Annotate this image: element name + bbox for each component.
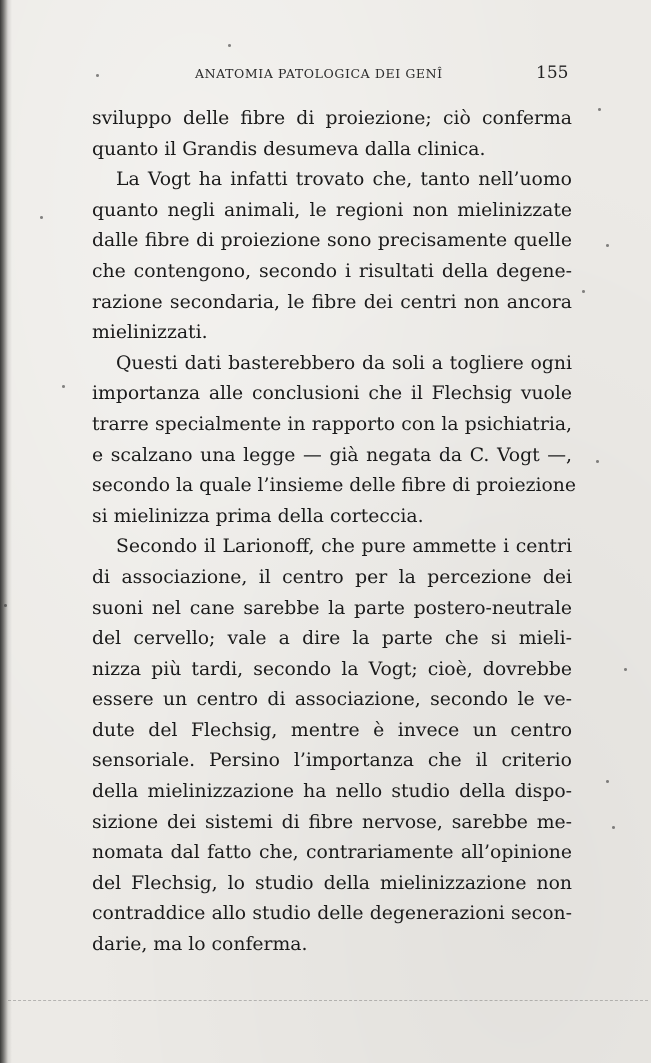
text-line: nomata dal fatto che, contrariamente all’opinione [92, 842, 572, 864]
bottom-dotted-rule [8, 1000, 648, 1001]
text-line: contraddice allo studio delle degenerazioni secon- [92, 903, 572, 925]
text-line: dute del Flechsig, mentre è invece un centro [92, 719, 572, 741]
text-line: razione secondaria, le fibre dei centri non ancora [92, 291, 572, 313]
text-line: trarre specialmente in rapporto con la psichiatria, [92, 413, 572, 435]
text-line: della mielinizzazione ha nello studio della dispo- [92, 781, 572, 803]
text-line: si mielinizza prima della corteccia. [92, 505, 424, 527]
text-line: del Flechsig, lo studio della mielinizzazione non [92, 872, 572, 894]
text-line: mielinizzati. [92, 322, 208, 344]
print-speck [4, 604, 7, 607]
print-speck [624, 668, 627, 671]
print-speck [96, 74, 99, 77]
text-line: quanto il Grandis desumeva dalla clinica. [92, 138, 486, 160]
binding-gutter-shadow [0, 0, 12, 1063]
body-text [92, 104, 576, 961]
text-line: Secondo il Larionoff, che pure ammette i centri [116, 536, 572, 558]
text-line: dalle fibre di proiezione sono precisamente quelle [92, 230, 572, 252]
print-speck [598, 108, 601, 111]
print-speck [606, 780, 609, 783]
text-line: di associazione, il centro per la percezione dei [92, 566, 572, 588]
text-line: suoni nel cane sarebbe la parte postero-neutrale [92, 597, 572, 619]
text-line: sizione dei sistemi di fibre nervose, sarebbe me- [92, 811, 572, 833]
print-speck [62, 385, 65, 388]
text-line: La Vogt ha infatti trovato che, tanto nell’uomo [116, 169, 572, 191]
print-speck [40, 216, 43, 219]
text-line: importanza alle conclusioni che il Flechsig vuole [92, 383, 572, 405]
text-line: e scalzano una legge — già negata da C. Vogt —, [92, 444, 572, 466]
text-line: nizza più tardi, secondo la Vogt; cioè, dovrebbe [92, 658, 572, 680]
text-line: sensoriale. Persino l’importanza che il criterio [92, 750, 572, 772]
text-line: essere un centro di associazione, secondo le ve- [92, 689, 572, 711]
print-speck [612, 826, 615, 829]
print-speck [596, 460, 599, 463]
text-line: secondo la quale l’insieme delle fibre di proiezione [92, 475, 576, 497]
text-line: Questi dati basterebbero da soli a togliere ogni [116, 352, 572, 374]
text-line: quanto negli animali, le regioni non mielinizzate [92, 199, 572, 221]
print-speck [228, 44, 231, 47]
print-speck [606, 244, 609, 247]
text-line: che contengono, secondo i risultati della degene- [92, 260, 572, 282]
running-title: ANATOMIA PATOLOGICA DEI GENÎ [195, 66, 443, 81]
text-line: sviluppo delle fibre di proiezione; ciò conferma [92, 108, 572, 129]
print-speck [582, 290, 585, 293]
text-line: darie, ma lo conferma. [92, 934, 308, 956]
text-line: del cervello; vale a dire la parte che si mieli- [92, 628, 572, 650]
page-number: 155 [536, 63, 569, 83]
